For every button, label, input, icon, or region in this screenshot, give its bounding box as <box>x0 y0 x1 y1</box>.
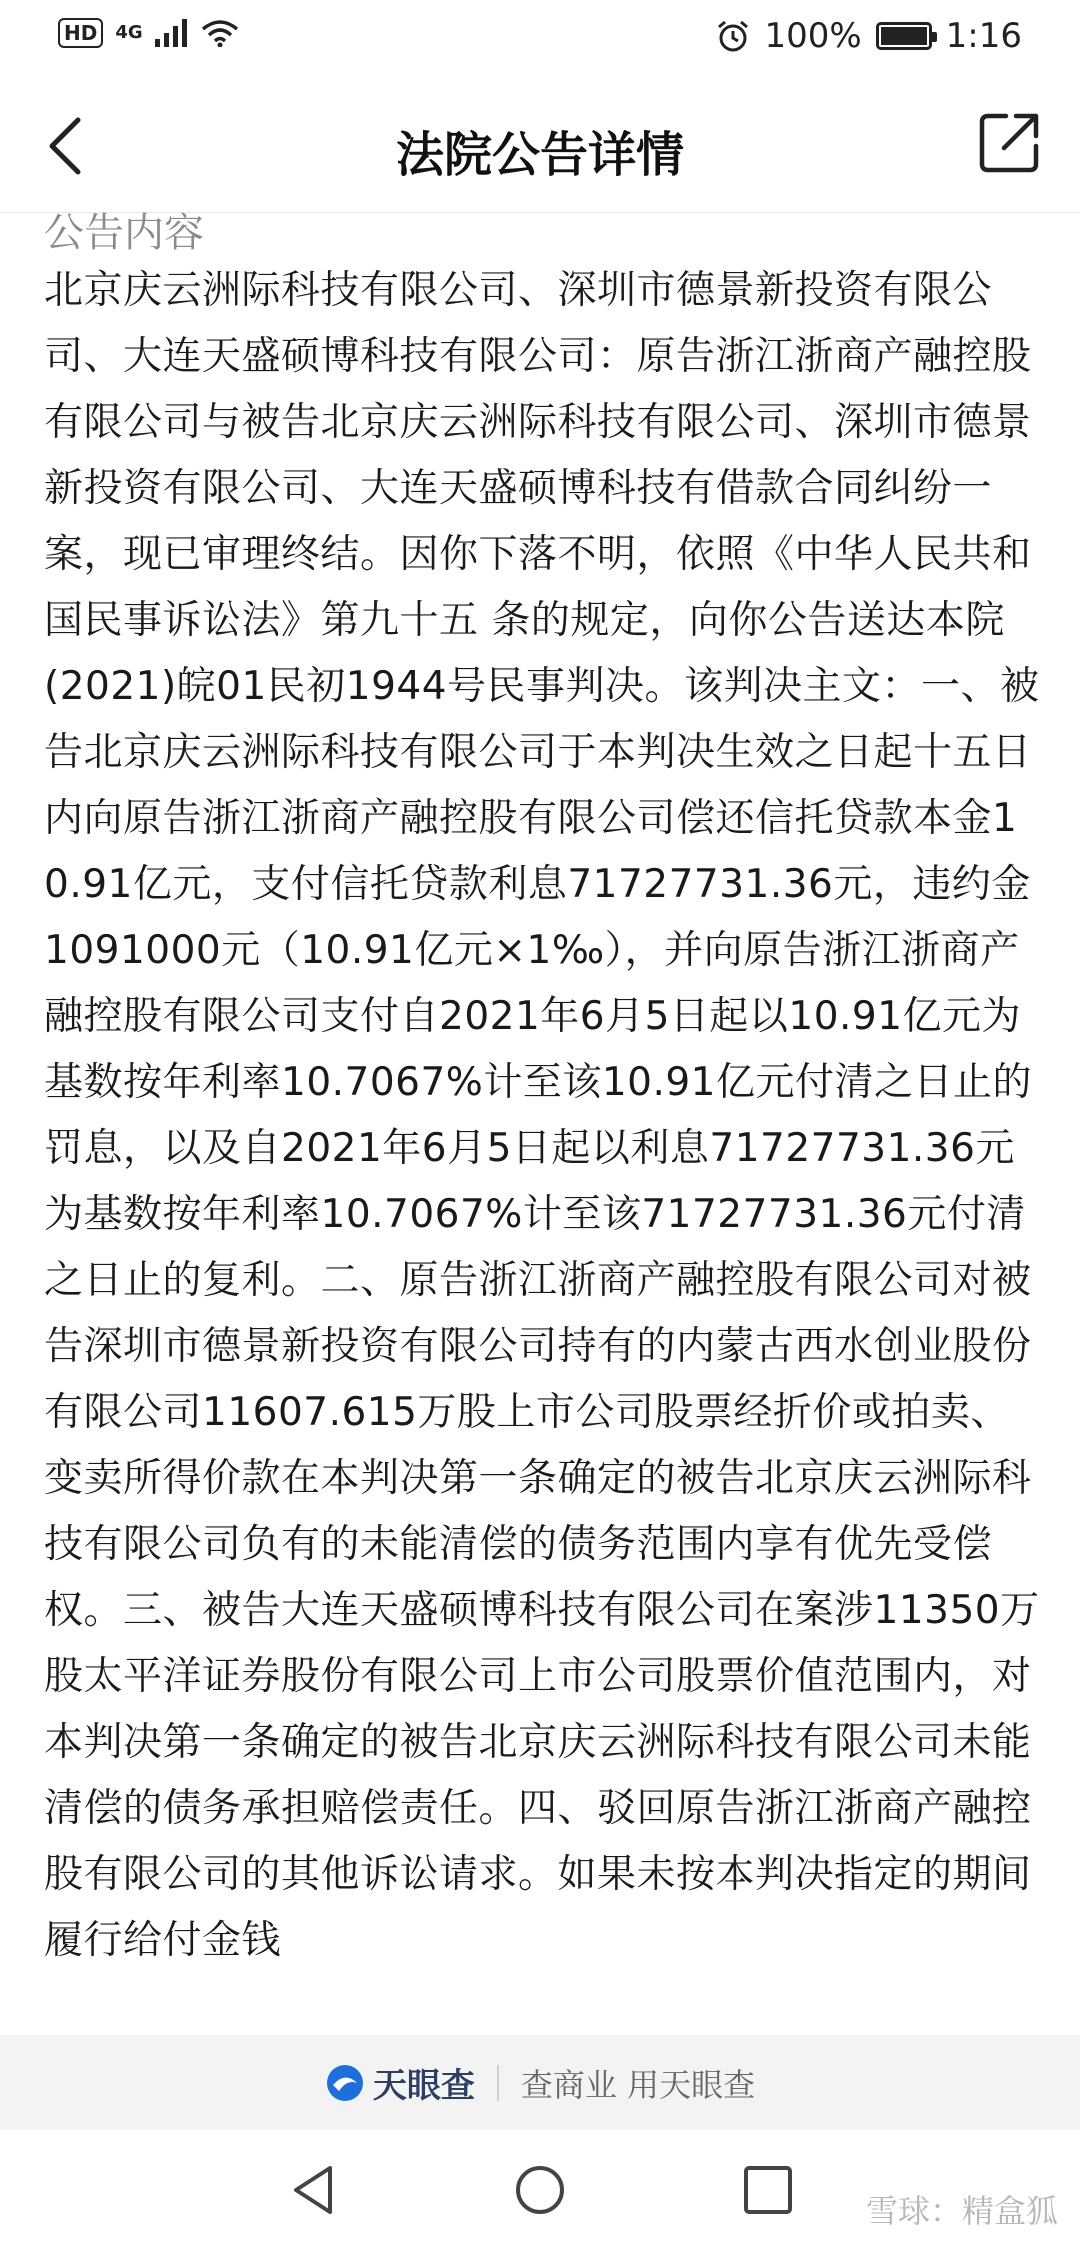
battery-icon <box>876 22 932 50</box>
status-right <box>716 16 1022 56</box>
page-title: 法院公告详情 <box>395 127 684 183</box>
share-icon[interactable] <box>976 110 1042 176</box>
battery-fill <box>881 27 927 45</box>
brand-logo <box>325 2058 475 2107</box>
alarm-icon <box>716 19 750 53</box>
tianyancha-banner[interactable] <box>0 2035 1080 2130</box>
watermark: 雪球：精盒狐 <box>865 2192 1058 2230</box>
nav-home-icon[interactable] <box>512 2162 568 2218</box>
announcement-body: 北京庆云洲际科技有限公司、深圳市德景新投资有限公司、大连天盛硕博科技有限公司：原告浙江浙商产融控股有限公司与被告北京庆云洲际科技有限公司、深圳市德景新投资有限公司、大连天盛硕博科技有借款合同纠纷一案，现已审理终结。因你下落不明，依照《中华人民共和国民事诉讼法》第九十五 条的规定，向你公告送达本院(2021)皖01民初1944号民事判决。该判决主文：一、被告北京庆云洲际科技有限公司于本判决生效之日起十五日内向原告浙江浙商产融控股有限公司偿还信托贷款本金10.91亿元，支付信托贷款利息71727731.36元，违约金1091000元（10.91亿元×1‰），并向原告浙江浙商产融控股有限公司支付自2021年6月5日起以10.91亿元为基数按年利率10.7067%计至该10.91亿元付清之日止的罚息，以及自2021年6月5日起以利息71727731.36元为基数按年利率10.7067%计至该71727731.36元付清之日止的复利。二、原告浙江浙商产融控股有限公司对被告深圳市德景新投资有限公司持有的内蒙古西水创业股份有限公司11607.615万股上市公司股票经折价或拍卖、变卖所得价款在本判决第一条确定的被告北京庆云洲际科技有限公司负有的未能清偿的债务范围内享有优先受偿权。三、被告大连天盛硕博科技有限公司在案涉11350万股太平洋证券股份有限公司上市公司股票价值范围内，对本判决第一条确定的被告北京庆云洲际科技有限公司未能清偿的债务承担赔偿责任。四、驳回原告浙江浙商产融控股有限公司的其他诉讼请求。如果未按本判决指定的期间履行给付金钱 <box>44 268 1040 1963</box>
banner-divider <box>497 2065 499 2101</box>
tianyancha-logo-icon <box>325 2063 365 2103</box>
wifi-icon <box>201 19 239 47</box>
system-nav-bar <box>0 2130 1080 2244</box>
clock: 1:16 <box>945 16 1022 56</box>
signal-icon <box>155 19 189 47</box>
brand-name: 天眼查 <box>372 2066 475 2106</box>
announcement-content <box>44 212 1044 2035</box>
nav-back-icon[interactable] <box>286 2162 342 2218</box>
section-label: 公告内容 <box>44 212 204 256</box>
status-bar <box>0 0 1080 80</box>
app-header <box>0 80 1080 213</box>
hd-indicator: HD <box>58 18 103 48</box>
banner-slogan: 查商业 用天眼查 <box>520 2065 756 2104</box>
network-type: 4G <box>115 22 143 43</box>
nav-recents-icon[interactable] <box>740 2162 796 2218</box>
status-left <box>58 18 239 48</box>
battery-percent: 100% <box>764 16 862 56</box>
